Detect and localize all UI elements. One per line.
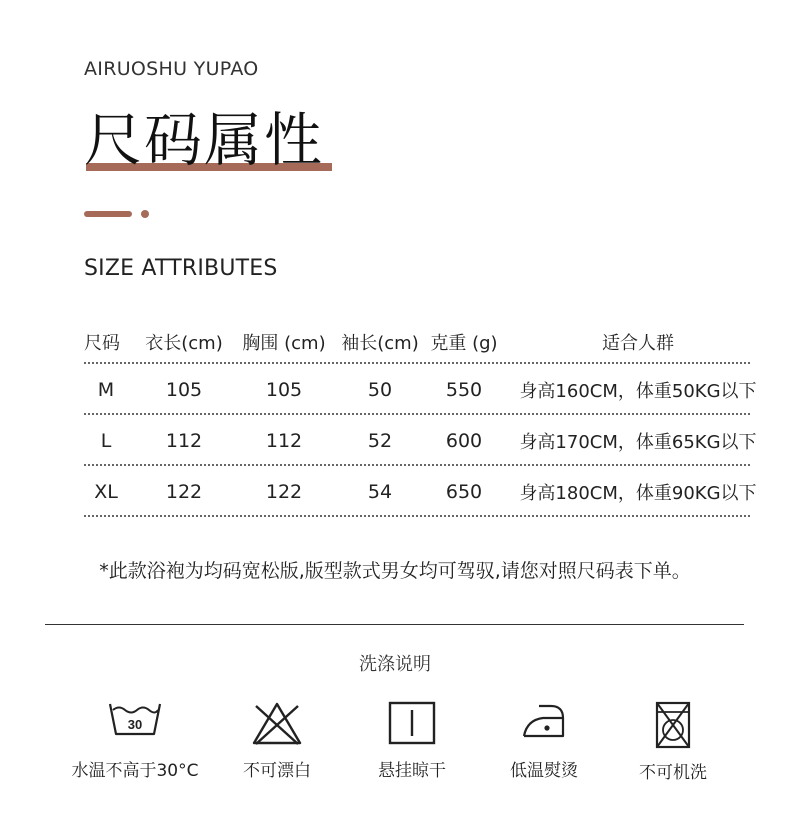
cell-size: M <box>97 378 115 401</box>
decorative-line <box>84 211 132 217</box>
page-title: 尺码属性 <box>84 106 325 174</box>
cell-sleeve: 50 <box>367 378 393 401</box>
size-table <box>84 320 757 517</box>
row-separator <box>84 515 750 517</box>
care-label: 悬挂晾干 <box>378 761 446 781</box>
washing-title: 洗涤说明 <box>359 654 431 675</box>
cell-sleeve: 54 <box>367 480 393 503</box>
table-row <box>84 415 757 466</box>
cell-weight: 550 <box>445 378 483 401</box>
cell-size: XL <box>94 480 118 503</box>
title-block <box>84 104 324 176</box>
table-row <box>84 466 757 517</box>
care-label: 不可机洗 <box>639 763 707 783</box>
wash-temperature-badge: 30 <box>127 717 143 732</box>
care-item-wash-30 <box>55 700 215 781</box>
header-sleeve: 袖长(cm) <box>341 333 419 354</box>
cell-chest: 112 <box>265 429 303 452</box>
header-fit: 适合人群 <box>602 333 674 354</box>
cell-fit: 身高170CM，体重65KG以下 <box>519 431 757 453</box>
size-note: *此款浴袍为均码宽松版,版型款式男女均可驾驭,请您对照尺码表下单。 <box>99 560 691 582</box>
wash-30-icon <box>108 700 162 738</box>
page-subtitle: SIZE ATTRIBUTES <box>84 256 278 281</box>
header-length: 衣长(cm) <box>145 333 223 354</box>
cell-size: L <box>100 429 112 452</box>
cell-sleeve: 52 <box>367 429 393 452</box>
cell-fit: 身高180CM，体重90KG以下 <box>519 482 757 504</box>
header-weight: 克重 (g) <box>430 333 498 354</box>
section-divider <box>45 624 744 625</box>
cell-length: 105 <box>165 378 203 401</box>
header-chest: 胸围 (cm) <box>242 333 326 354</box>
cell-length: 112 <box>165 429 203 452</box>
brand-name: AIRUOSHU YUPAO <box>84 58 259 80</box>
decorative-dot <box>141 210 149 218</box>
care-label: 低温熨烫 <box>510 761 578 781</box>
care-label: 水温不高于30°C <box>71 761 199 781</box>
header-size: 尺码 <box>84 333 120 354</box>
care-label: 不可漂白 <box>243 761 311 781</box>
cell-fit: 身高160CM，体重50KG以下 <box>519 380 757 402</box>
no-bleach-icon <box>250 700 304 746</box>
table-row <box>84 364 757 415</box>
table-header-row <box>84 320 750 364</box>
cell-chest: 105 <box>265 378 303 401</box>
cell-weight: 650 <box>445 480 483 503</box>
cell-chest: 122 <box>265 480 303 503</box>
low-iron-icon <box>521 700 567 740</box>
line-dry-icon <box>387 700 437 746</box>
no-machine-wash-icon <box>653 700 693 750</box>
cell-weight: 600 <box>445 429 483 452</box>
cell-length: 122 <box>165 480 203 503</box>
care-item-no-machine-wash <box>593 700 753 783</box>
